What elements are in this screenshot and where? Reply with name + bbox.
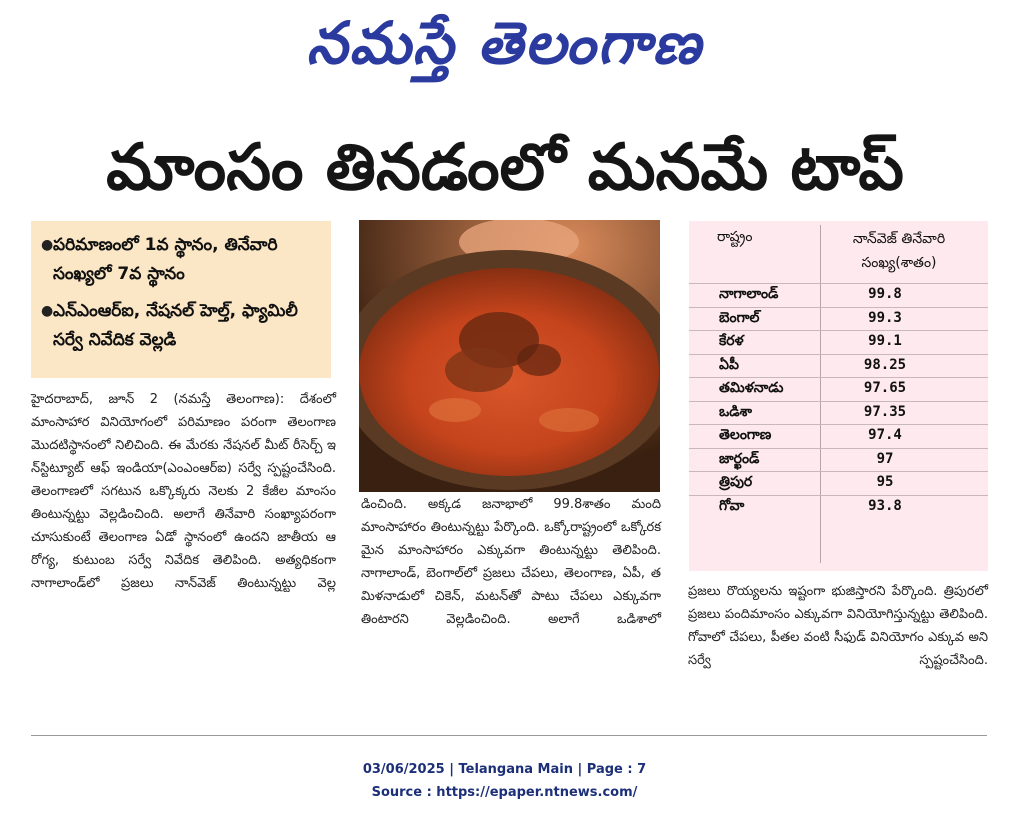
highlight-text: పరిమాణంలో 1వ స్థానం, తినేవారి సంఖ్యలో 7వ స్థానం xyxy=(53,235,278,284)
highlight-item xyxy=(41,297,323,355)
table-row xyxy=(689,471,988,495)
row-state: తమిళనాడు xyxy=(719,380,784,396)
header-value: నాన్‌వెజ్ తినేవారి సంఖ్య(శాతం) xyxy=(852,231,946,271)
row-state: బెంగాల్ xyxy=(719,309,760,326)
highlight-item xyxy=(41,231,323,289)
footer-source: Source : https://epaper.ntnews.com/ xyxy=(371,785,638,800)
article-column-1 xyxy=(31,388,336,718)
row-value: 98.25 xyxy=(863,356,907,373)
article-text: హైదరాబాద్, జూన్ 2 (నమస్తే తెలంగాణ): దేశంలో మాంసాహార వినియోగంలో పరిమాణం పరంగా తెలంగాణ మొదటిస్థానంలో నిలిచింది. ఈ మేరకు నేషనల్ మీట్ రీసెర్చ్ ఇన్‌స్టిట్యూట్ ఆఫ్ ఇండియా(ఎంఎంఆర్‌ఐ) సర్వే స్పష్టంచేసింది. తెలంగాణలో సగటున ఒక్కొక్కరు నెలకు 2 కేజీల మాంసం తింటున్నట్టు వెల్లడించింది. అలాగే తినేవారి సంఖ్యాపరంగా చూసుకుంటే తెలంగాణ ఏడో స్థానంలో ఉందని జాతీయ ఆరోగ్య, కుటుంబ సర్వే నివేదిక తెలిపింది. అత్యధికంగా నాగాలాండ్‌లో ప్రజలు నాన్‌వెజ్ తింటున్నట్టు వెల్ల xyxy=(31,392,336,591)
article-headline: మాంసం తినడంలో మనమే టాప్ xyxy=(106,131,904,205)
table-row xyxy=(689,424,988,448)
table-body xyxy=(689,283,988,518)
table-row xyxy=(689,283,988,307)
row-value: 97.65 xyxy=(863,380,907,396)
nonveg-consumption-table xyxy=(689,221,988,571)
article-column-3 xyxy=(688,580,988,720)
table-row xyxy=(689,495,988,519)
newspaper-masthead: నమస్తే తెలంగాణ xyxy=(306,9,703,77)
table-row xyxy=(689,377,988,401)
bullet-icon: ● xyxy=(41,237,54,253)
row-state: కేరళ xyxy=(719,333,744,349)
footer-divider xyxy=(31,735,987,736)
row-state: గోవా xyxy=(719,497,745,514)
highlights-box xyxy=(31,221,331,378)
row-value: 99.3 xyxy=(868,309,902,326)
row-state: తెలంగాణ xyxy=(719,427,772,443)
row-state: జార్ఖండ్ xyxy=(719,450,760,467)
row-state: నాగాలాండ్ xyxy=(719,286,779,302)
header-state: రాష్ట్రం xyxy=(717,229,753,245)
row-state: ఏపీ xyxy=(719,356,739,373)
row-value: 97 xyxy=(876,450,894,467)
row-value: 95 xyxy=(876,474,894,490)
article-text: డించింది. అక్కడ జనాభాలో 99.8శాతం మంది మాంసాహారం తింటున్నట్టు పేర్కొంది. ఒక్కోరాష్ట్రంలో ఒక్కోరకమైన మాంసాహారం ఎక్కువగా తింటున్నట్టు తెలిపింది. నాగాలాండ్, బెంగాల్‌లో ప్రజలు చేపలు, తెలంగాణ, ఏపీ, తమిళనాడులో చికెన్, మటన్‌తో పాటు చేపలు ఎక్కువగా తింటారని వెల్లడించింది. అలాగే ఒడిశాలో xyxy=(361,497,661,627)
row-state: ఒడిశా xyxy=(719,403,752,420)
article-column-2 xyxy=(361,493,661,723)
article-text: ప్రజలు రొయ్యలను ఇష్టంగా భుజిస్తారని పేర్కొంది. త్రిపురలో ప్రజలు పందిమాంసం ఎక్కువగా వినియోగిస్తున్నట్టు తెలిపింది. గోవాలో చేపలు, పీతల వంటి సీఫుడ్ వినియోగం ఎక్కువ అని సర్వే స్పష్టంచేసింది. xyxy=(688,584,988,668)
table-row xyxy=(689,307,988,331)
footer-edition-info: 03/06/2025 | Telangana Main | Page : 7 xyxy=(362,762,647,777)
bullet-icon: ● xyxy=(41,303,54,319)
table-row xyxy=(689,354,988,378)
row-value: 99.1 xyxy=(868,333,902,349)
row-value: 97.4 xyxy=(868,427,902,443)
row-value: 97.35 xyxy=(863,403,907,420)
curry-image xyxy=(359,220,660,492)
table-row xyxy=(689,448,988,472)
row-state: త్రిపుర xyxy=(719,474,753,490)
food-photo xyxy=(359,220,660,492)
row-value: 99.8 xyxy=(868,286,902,302)
row-value: 93.8 xyxy=(868,497,902,514)
table-row xyxy=(689,330,988,354)
table-row xyxy=(689,401,988,425)
table-header xyxy=(689,221,988,281)
highlight-text: ఎన్‌ఎంఆర్‌ఐ, నేషనల్ హెల్త్, ఫ్యామిలీ సర్వే నివేదిక వెల్లడి xyxy=(53,301,298,350)
